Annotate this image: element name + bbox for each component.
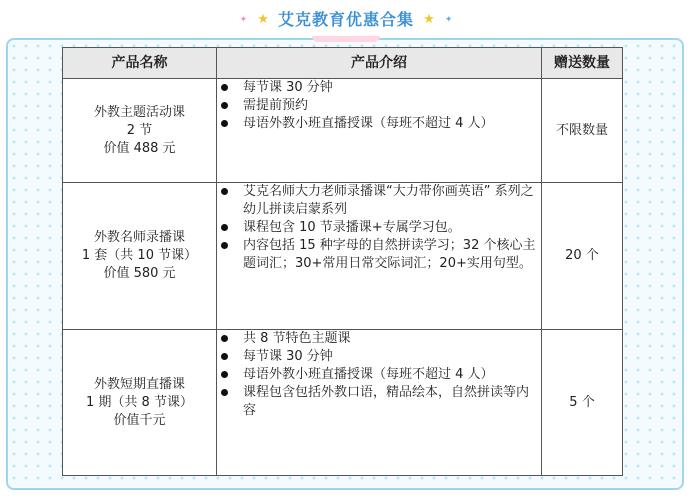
star-icon: ★	[423, 12, 435, 27]
table-header-row	[63, 48, 623, 79]
product-description-cell	[217, 183, 542, 330]
product-amount: 1 套（共 10 节课）	[81, 248, 198, 263]
product-amount: 1 期（共 8 节课）	[86, 394, 193, 410]
product-value: 价值 488 元	[103, 140, 176, 156]
product-description-cell	[217, 79, 542, 183]
bullet-item: 需提前预约	[217, 97, 541, 115]
star-icon: ✦	[239, 15, 248, 25]
product-amount: 2 节	[126, 122, 153, 138]
product-name: 外教主题活动课	[93, 104, 185, 120]
bullet-list	[217, 330, 541, 420]
bullet-list	[217, 183, 541, 273]
product-name: 外教短期直播课	[93, 376, 185, 392]
bullet-item: 艾克名师大力老师录播课“大力带你画英语” 系列之幼儿拼读启蒙系列	[217, 183, 541, 219]
product-name: 外教名师录播课	[93, 230, 185, 245]
bullet-item: 每节课 30 分钟	[217, 79, 541, 97]
bullet-item: 课程包含 10 节录播课+专属学习包。	[217, 219, 541, 237]
frame-tab-decoration	[312, 36, 380, 42]
product-value: 价值千元	[113, 412, 166, 428]
table-row	[63, 183, 623, 330]
star-icon: ✦	[444, 15, 453, 25]
bullet-list	[217, 79, 541, 133]
table-row	[63, 79, 623, 183]
bullet-item: 母语外教小班直播授课（每班不超过 4 人）	[217, 366, 541, 384]
title-bar	[0, 6, 692, 34]
product-name-cell	[63, 330, 217, 476]
table-row	[63, 330, 623, 476]
bullet-item: 每节课 30 分钟	[217, 348, 541, 366]
gift-quantity: 不限数量	[542, 79, 623, 183]
product-description-cell	[217, 330, 542, 476]
gift-quantity: 5 个	[542, 330, 623, 476]
product-value: 价值 580 元	[103, 266, 176, 281]
product-name-cell	[63, 79, 217, 183]
bullet-item: 母语外教小班直播授课（每班不超过 4 人）	[217, 115, 541, 133]
bottom-divider	[22, 489, 670, 490]
gift-quantity: 20 个	[542, 183, 623, 330]
bullet-item: 内容包括 15 种字母的自然拼读学习；32 个核心主题词汇；30+常用日常交际词汇；20+实用句型。	[217, 237, 541, 273]
page-title: 艾克教育优惠合集	[277, 10, 414, 29]
column-header-name: 产品名称	[63, 48, 217, 79]
star-icon: ★	[257, 12, 269, 27]
bullet-item: 课程包含包括外教口语，精品绘本，自然拼读等内容	[217, 384, 541, 420]
column-header-description: 产品介绍	[217, 48, 542, 79]
product-name-cell	[63, 183, 217, 330]
bullet-item: 共 8 节特色主题课	[217, 330, 541, 348]
promo-table	[62, 47, 623, 476]
column-header-quantity: 赠送数量	[542, 48, 623, 79]
